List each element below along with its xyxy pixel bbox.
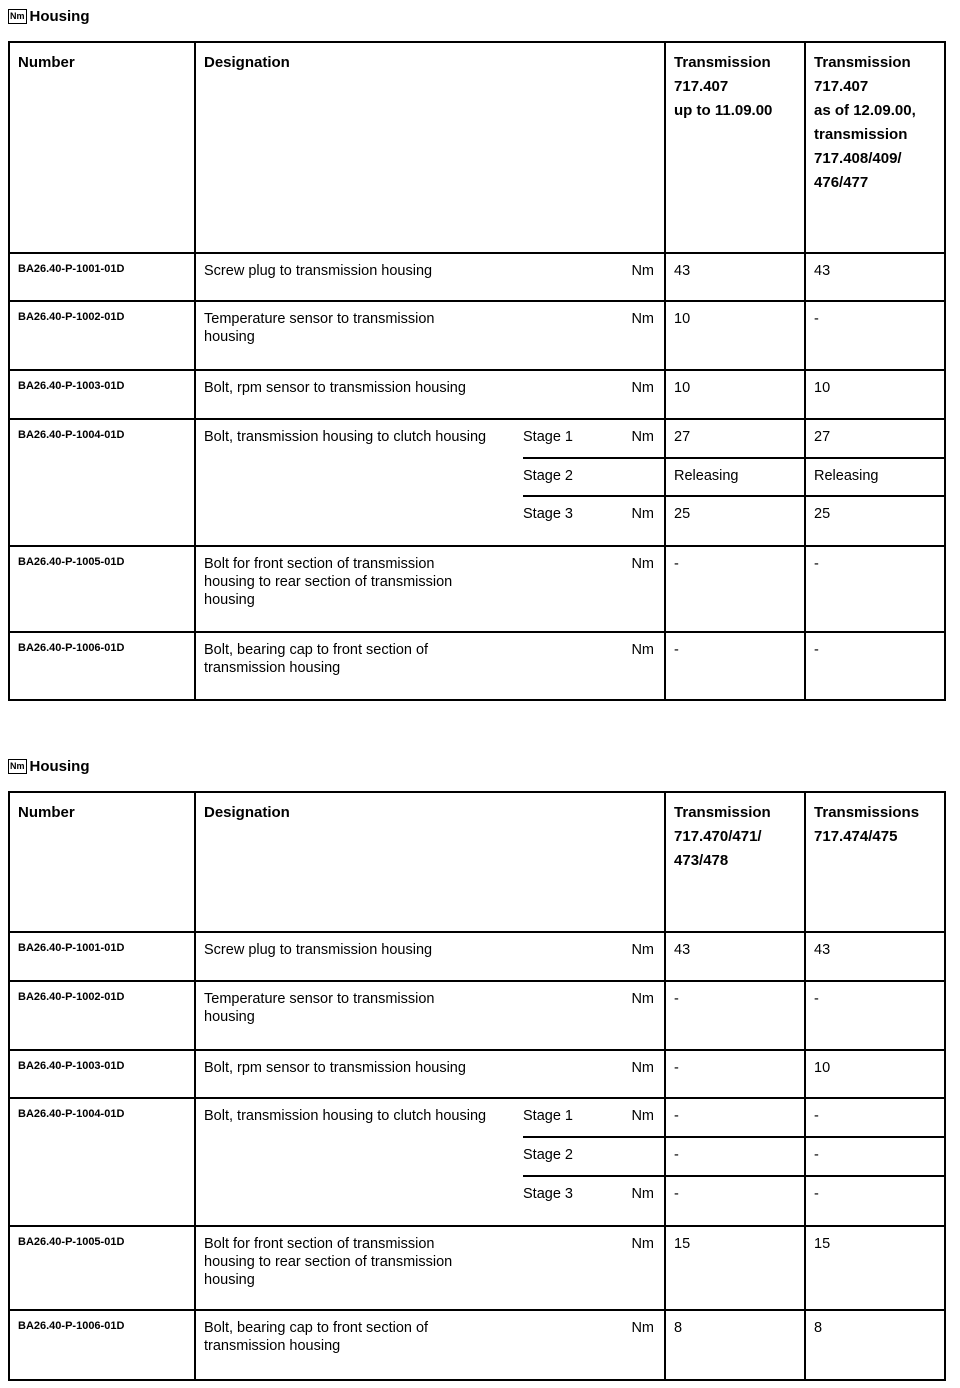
unit-label: Nm (621, 932, 665, 981)
designation: Bolt, transmission housing to clutch housing (195, 419, 523, 546)
value-transmission-2: - (805, 981, 945, 1050)
torque-table (8, 41, 946, 701)
unit-label: Nm (621, 253, 665, 301)
table-row (9, 546, 945, 632)
table-row (9, 1098, 945, 1137)
part-number: BA26.40-P-1004-01D (9, 1098, 195, 1226)
part-number: BA26.40-P-1001-01D (9, 253, 195, 301)
value-transmission-1: - (665, 1050, 805, 1098)
value-transmission-2: - (805, 1137, 945, 1176)
value-transmission-1: - (665, 981, 805, 1050)
table-row (9, 632, 945, 700)
designation: Bolt, bearing cap to front section of transmission housing (195, 632, 621, 700)
part-number: BA26.40-P-1002-01D (9, 981, 195, 1050)
table-row (9, 301, 945, 370)
value-transmission-1: 43 (665, 253, 805, 301)
value-transmission-1: 10 (665, 301, 805, 370)
designation: Bolt, rpm sensor to transmission housing (195, 1050, 621, 1098)
stage-label: Stage 2 (523, 1137, 621, 1176)
section-title-text: Housing (29, 758, 90, 775)
designation: Screw plug to transmission housing (195, 253, 621, 301)
value-transmission-1: 43 (665, 932, 805, 981)
column-header-designation: Designation (195, 792, 665, 932)
value-transmission-1: 25 (665, 496, 805, 546)
unit-label (621, 1137, 665, 1176)
table-row (9, 1226, 945, 1310)
value-transmission-2: - (805, 546, 945, 632)
stage-label: Stage 3 (523, 1176, 621, 1226)
value-transmission-2: 27 (805, 419, 945, 458)
value-transmission-1: - (665, 1176, 805, 1226)
value-transmission-2: - (805, 301, 945, 370)
designation: Bolt, bearing cap to front section of transmission housing (195, 1310, 621, 1380)
part-number: BA26.40-P-1006-01D (9, 632, 195, 700)
table-row (9, 253, 945, 301)
unit-label: Nm (621, 370, 665, 419)
table-row (9, 1050, 945, 1098)
unit-label (621, 458, 665, 496)
unit-label: Nm (621, 1310, 665, 1380)
table-row (9, 981, 945, 1050)
value-transmission-2: 43 (805, 932, 945, 981)
value-transmission-1: 27 (665, 419, 805, 458)
part-number: BA26.40-P-1002-01D (9, 301, 195, 370)
value-transmission-2: 15 (805, 1226, 945, 1310)
designation: Screw plug to transmission housing (195, 932, 621, 981)
unit-label: Nm (621, 419, 665, 458)
designation: Bolt, rpm sensor to transmission housing (195, 370, 621, 419)
header-row (9, 42, 945, 253)
unit-label: Nm (621, 301, 665, 370)
header-row (9, 792, 945, 932)
value-transmission-1: - (665, 632, 805, 700)
column-header-number: Number (9, 42, 195, 253)
stage-label: Stage 2 (523, 458, 621, 496)
value-transmission-2: 10 (805, 1050, 945, 1098)
column-header-designation: Designation (195, 42, 665, 253)
value-transmission-1: - (665, 546, 805, 632)
value-transmission-1: Releasing (665, 458, 805, 496)
designation: Temperature sensor to transmission housing (195, 981, 621, 1050)
table-row (9, 1310, 945, 1380)
unit-label: Nm (621, 1226, 665, 1310)
stage-label: Stage 1 (523, 1098, 621, 1137)
designation: Bolt for front section of transmission housing to rear section of transmission housing (195, 1226, 621, 1310)
value-transmission-1: 8 (665, 1310, 805, 1380)
part-number: BA26.40-P-1003-01D (9, 1050, 195, 1098)
value-transmission-2: 10 (805, 370, 945, 419)
unit-label: Nm (621, 546, 665, 632)
designation: Temperature sensor to transmission housing (195, 301, 621, 370)
unit-label: Nm (621, 496, 665, 546)
value-transmission-2: - (805, 632, 945, 700)
value-transmission-1: - (665, 1098, 805, 1137)
column-header-transmission-2: Transmission 717.407 as of 12.09.00, transmission 717.408/409/ 476/477 (805, 42, 945, 253)
part-number: BA26.40-P-1001-01D (9, 932, 195, 981)
unit-label: Nm (621, 1098, 665, 1137)
table-row (9, 370, 945, 419)
column-header-number: Number (9, 792, 195, 932)
part-number: BA26.40-P-1005-01D (9, 1226, 195, 1310)
designation: Bolt, transmission housing to clutch housing (195, 1098, 523, 1226)
section-title (8, 758, 90, 775)
stage-label: Stage 3 (523, 496, 621, 546)
unit-label: Nm (621, 632, 665, 700)
column-header-transmission-1: Transmission 717.470/471/ 473/478 (665, 792, 805, 932)
table-row (9, 419, 945, 458)
unit-label: Nm (621, 1050, 665, 1098)
value-transmission-2: 25 (805, 496, 945, 546)
stage-label: Stage 1 (523, 419, 621, 458)
unit-label: Nm (621, 1176, 665, 1226)
value-transmission-1: 15 (665, 1226, 805, 1310)
value-transmission-2: - (805, 1098, 945, 1137)
value-transmission-2: 43 (805, 253, 945, 301)
section-title-text: Housing (29, 8, 90, 25)
torque-table (8, 791, 946, 1381)
value-transmission-1: 10 (665, 370, 805, 419)
value-transmission-2: 8 (805, 1310, 945, 1380)
value-transmission-1: - (665, 1137, 805, 1176)
value-transmission-2: Releasing (805, 458, 945, 496)
unit-label: Nm (621, 981, 665, 1050)
designation: Bolt for front section of transmission housing to rear section of transmission housing (195, 546, 621, 632)
value-transmission-2: - (805, 1176, 945, 1226)
column-header-transmission-1: Transmission 717.407 up to 11.09.00 (665, 42, 805, 253)
section-title (8, 8, 90, 25)
table-row (9, 932, 945, 981)
part-number: BA26.40-P-1004-01D (9, 419, 195, 546)
part-number: BA26.40-P-1003-01D (9, 370, 195, 419)
column-header-transmission-2: Transmissions 717.474/475 (805, 792, 945, 932)
torque-icon: Nm (8, 759, 27, 774)
torque-icon: Nm (8, 9, 27, 24)
part-number: BA26.40-P-1006-01D (9, 1310, 195, 1380)
part-number: BA26.40-P-1005-01D (9, 546, 195, 632)
